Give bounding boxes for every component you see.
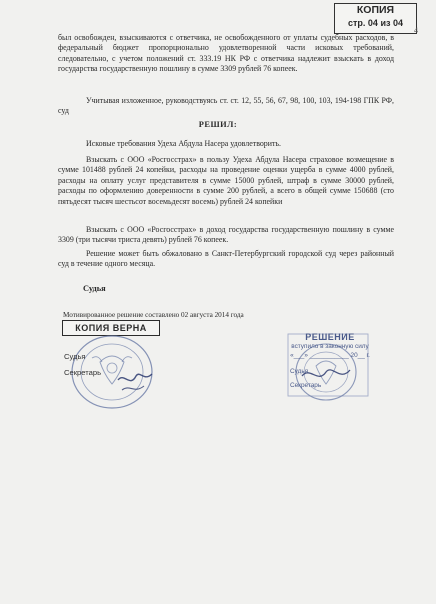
copy-stamp	[334, 3, 417, 34]
right-stamp-line2: «___» ___________ 20__ г.	[290, 352, 370, 359]
body-paragraph-2: Учитывая изложенное, руководствуясь ст. ст. 12, 55, 56, 67, 98, 100, 103, 194-198 ГПК РФ, суд	[58, 96, 394, 116]
decision-heading: РЕШИЛ:	[198, 120, 238, 129]
copy-correct-stamp: КОПИЯ ВЕРНА	[62, 320, 160, 336]
judge-label: Судья	[83, 284, 106, 293]
right-stamp-judge: Судья	[290, 368, 309, 375]
body-paragraph-1: был освобожден, взыскиваются с ответчика, не освобожденного от уплаты судебных расходов, в федеральный бюджет пропорционально удовлетворенной части исковых требований, следовательно, с учетом положений ст. 333.19 НК РФ с ответчика надлежит взыскать в доход государства государственную пошлину в сумме 3309 рублей 76 копеек.	[58, 33, 394, 74]
page-number: 4	[414, 26, 418, 35]
decision-paragraph-3: Взыскать с ООО «Росгосстрах» в доход государства государственную пошлину в сумме 3309 (три тысячи триста девять) рублей 76 копеек.	[58, 225, 394, 245]
decision-paragraph-2: Взыскать с ООО «Росгосстрах» в пользу Удеха Абдула Насера страховое возмещение в сумме 101488 рублей 24 копейки, расходы на проведение оценки ущерба в сумме 4000 рублей, расходы на оплату услуг представителя в сумме 15000 рублей, штраф в сумме 30000 рублей, расходы по оформлению доверенности в сумме 200 рублей, а всего в общей сумме 150688 (сто пятьдесят тысяч шестьсот восемьдесят восемь) рублей 24 копейки	[58, 155, 394, 206]
sign-label-judge: Судья	[64, 352, 86, 361]
copy-stamp-pages: стр. 04 из 04	[348, 18, 403, 28]
right-stamp-title: РЕШЕНИЕ	[305, 332, 355, 342]
sign-label-secretary: Секретарь	[64, 368, 102, 377]
copy-stamp-title: КОПИЯ	[356, 4, 395, 16]
decision-paragraph-4: Решение может быть обжаловано в Санкт-Петербургский городской суд через районный суд в течение одного месяца.	[58, 249, 394, 269]
decision-paragraph-1: Исковые требования Удеха Абдула Насера удовлетворить.	[86, 139, 281, 148]
right-stamp-line1: вступило в законную силу	[291, 343, 369, 350]
right-stamp-secretary: Секретарь	[290, 382, 322, 389]
motivated-note: Мотивированное решение составлено 02 августа 2014 года	[63, 311, 244, 319]
